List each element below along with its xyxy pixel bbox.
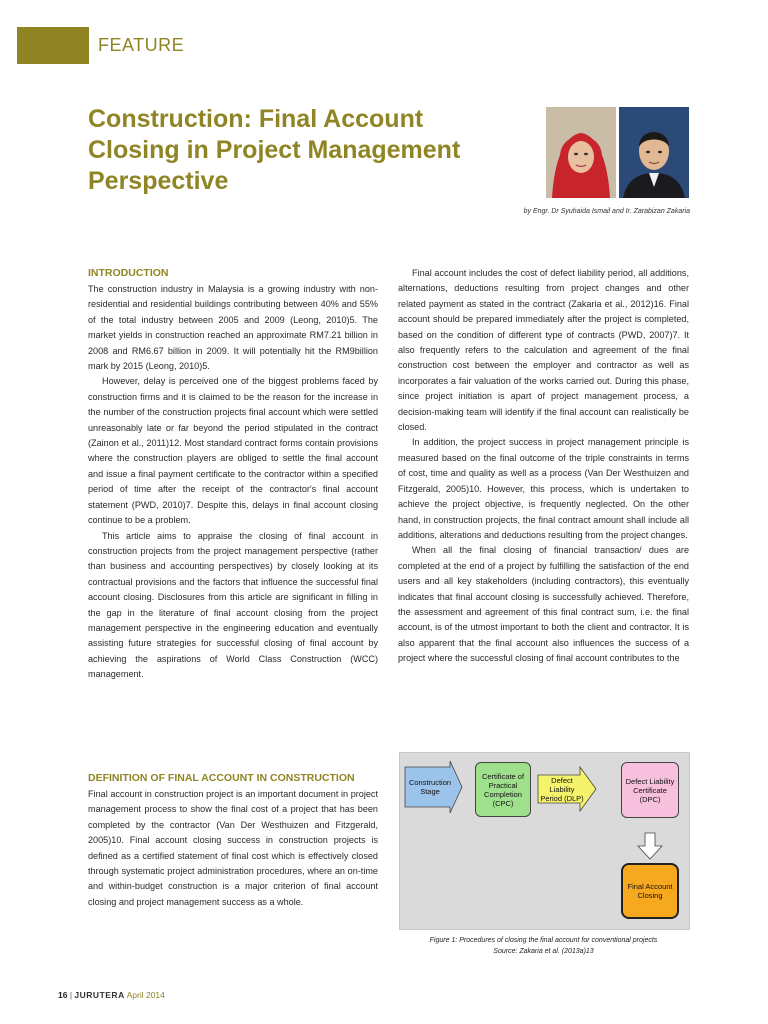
final-account-closing-box: Final Account Closing xyxy=(621,863,679,919)
right-paragraph-1: Final account includes the cost of defect liability period, all additions, alternations, deductions resulting from project changes and other related payment as stated in the contract (Zakaria et al., 2012)16. Final account should be prepared immediately after the project is completed, based on the condition of different type of contracts (PWD, 2007)7. It also frequently refers to the calculation and agreement of the final construction cost between the employer and contractor as well as incorporates a fair valuation of the works carried out. During this phase, since project initiation is apart of project management process, a decision-making team will identify if the final account can realistically be closed. xyxy=(398,268,689,433)
footer-separator: | xyxy=(69,990,75,1000)
figure-caption-line-2: Source: Zakaria et al. (2013a)13 xyxy=(493,948,594,955)
article-title: Construction: Final Account Closing in Project Management Perspective xyxy=(88,105,461,195)
issue-date: April 2014 xyxy=(126,990,165,1000)
dpc-box: Defect Liability Certificate (DPC) xyxy=(621,762,679,818)
process-figure xyxy=(399,752,690,930)
page-footer xyxy=(58,990,165,1000)
cpc-box: Certificate of Practical Completion (CPC) xyxy=(475,762,531,817)
left-column xyxy=(88,266,378,683)
intro-paragraph-3: This article aims to appraise the closing of final account in construction projects from the project management perspective (rather than business and accounting perspectives) by closely looking at its contractual provisions and the factors that influence the successful final account closing. Disclosures from this article are significant in filling in the gap in the literature of final account closing from the project management perspective in the engineering education and eventually assisting future strategies for successful closing of final account by achieving the aspirations of World Class Construction (WCC) management. xyxy=(88,530,378,680)
author-photo-2 xyxy=(619,107,689,198)
author-byline: by Engr. Dr Syuhaida Ismail and Ir. Zarabizan Zakaria xyxy=(523,208,690,215)
right-column xyxy=(398,266,689,667)
intro-paragraph-2: However, delay is perceived one of the biggest problems faced by construction firms and it is claimed to be the reason for the increase in the number of the construction projects final account which were settled unreasonably late or far beyond the period stipulated in the contract (Zainon et al., 2011)12. Most standard contract forms contain provisions where the construction players are obliged to settle the final account and issue a final payment certificate to the contractor within a specified period of time after the receipt of the contractor's final account statement (PWD, 2010)7. Despite this, delays in final account closing continue to be a problem. xyxy=(88,376,378,526)
construction-stage-box: Construction Stage xyxy=(408,778,452,796)
definition-section xyxy=(88,771,378,910)
page-number: 16 xyxy=(58,990,68,1000)
definition-paragraph: Final account in construction project is an important document in project management process to show the final cost of a project that has been completed by the contractor (Van Der Westhuizen and Fitzgerald, 2005)10. Final account closing success in construction projects is defined as a certified statement of final cost which is effectively closed through systematic project administration procedures, where an on-time and within-budget construction is a major criterion of final account closing and project management success as a whole. xyxy=(88,789,378,907)
feature-color-bar xyxy=(17,27,89,64)
section-label: FEATURE xyxy=(98,35,185,55)
right-paragraph-3: When all the final closing of financial transaction/ dues are completed at the end of a project by fulfilling the satisfaction of the end users and all key stakeholders (including contractors), this eventually indicates that final account closing is successfully achieved. Therefore, the assessment and agreement of this final contract sum, i.e. the final account, is of the utmost important to both the client and contractor. It is also apparent that the final account also influences the success of a project where the successful closing of final account contributes to the xyxy=(398,545,689,664)
magazine-name: JURUTERA xyxy=(74,990,125,1000)
right-paragraph-2: In addition, the project success in project management principle is measured based on the final outcome of the triple constraints in terms of cost, time and quality as well as a process (Van Der Westhuizen and Fitzgerald, 2005)10. However, this process, which is undertaken to achieve the project objective, is frequently neglected. On the other hand, in construction projects, the final contract amount shall include all additions, alterations and deductions resulting from the project changes. xyxy=(398,437,689,540)
definition-heading: DEFINITION OF FINAL ACCOUNT IN CONSTRUCTION xyxy=(88,772,355,784)
intro-paragraph-1: The construction industry in Malaysia is a growing industry with non-residential and residential buildings contributing between 40% and 55% of the total industry between 2005 and 2009 (Leong, 2010)5. The market yields in construction reached an approximate RM7.21 billion in 2008 and RM6.67 billion in 2009. It will potentially hit the RM9billion mark by 2015 (Leong, 2010)5. xyxy=(88,284,378,372)
author-photo-1 xyxy=(546,107,616,198)
figure-caption xyxy=(399,935,688,957)
introduction-heading: INTRODUCTION xyxy=(88,267,169,279)
figure-caption-line-1: Figure 1: Procedures of closing the final account for conventional projects xyxy=(429,937,658,944)
dlp-box: Defect Liability Period (DLP) xyxy=(540,775,584,803)
